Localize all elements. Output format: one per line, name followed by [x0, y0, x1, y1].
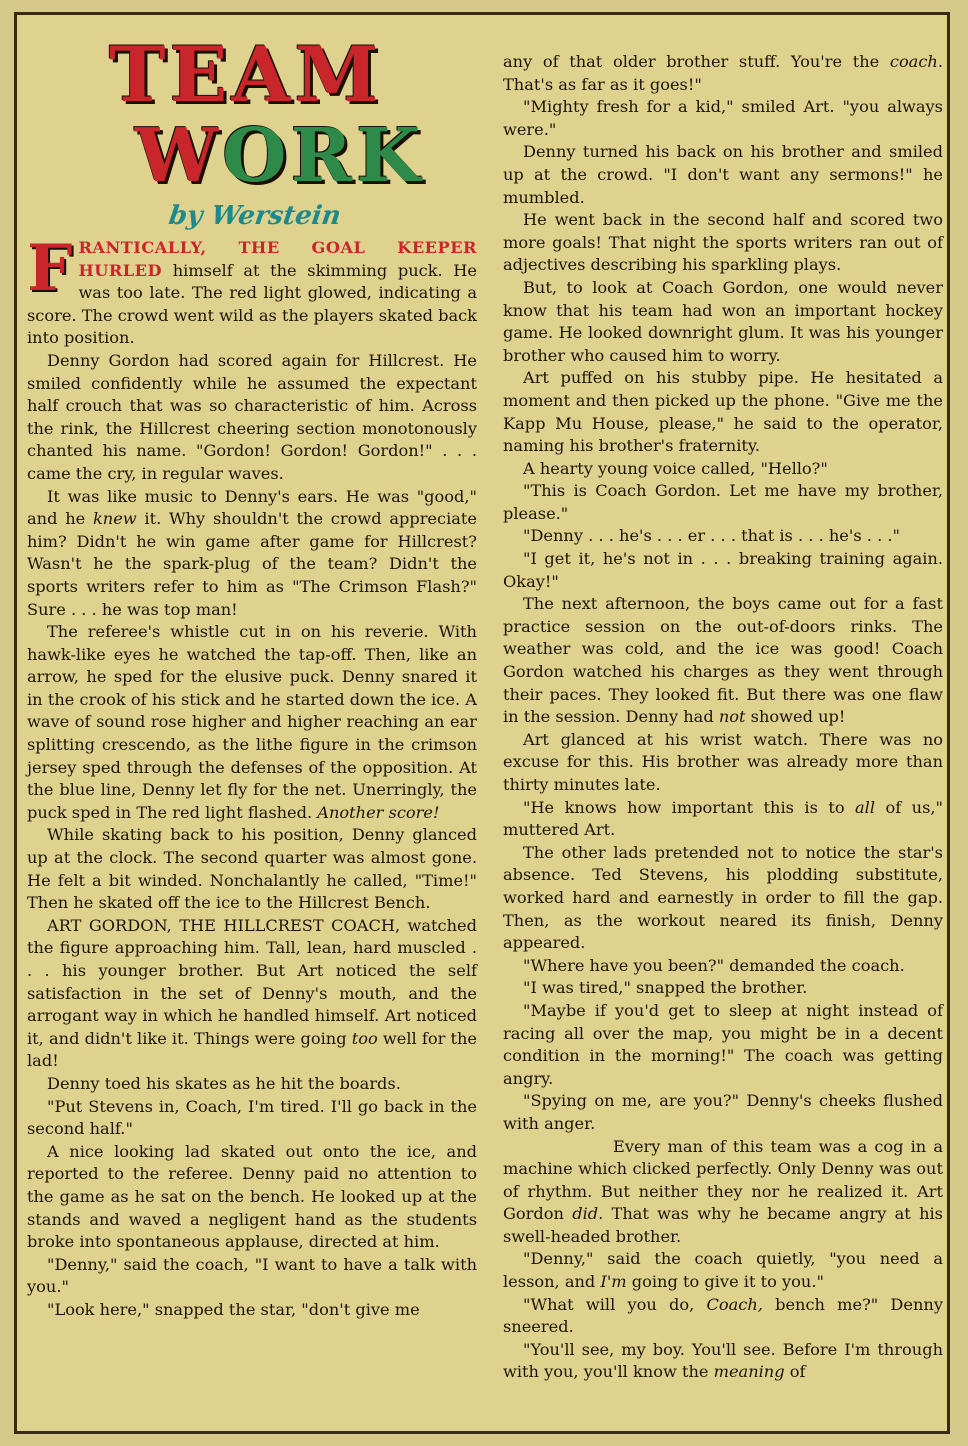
- paragraph: "This is Coach Gordon. Let me have my brother, please.": [503, 481, 943, 523]
- paragraph-text: . That's as far as it goes!": [503, 52, 943, 94]
- paragraph: Denny Gordon had scored again for Hillcrest. He smiled confidently while he assumed the expectant half crouch that was so characteristic of him. Across the rink, the Hillcrest cheering section monotonously chanted his name. "Gordon! Gordon! Gordon!" . . . came the cry, in regular waves.: [27, 350, 477, 483]
- paragraph: [503, 51, 943, 96]
- paragraph: A hearty young voice called, "Hello?": [523, 458, 828, 478]
- paragraph: "Denny," said the coach, "I want to have a talk with you.": [27, 1254, 477, 1297]
- paragraph-text: bench me?" Denny sneered.: [503, 1294, 943, 1337]
- paragraph-text: himself at the skimming puck. He was too late. The red light glowed, indicating a score. The crowd went wild as the players skated back into position.: [27, 260, 477, 348]
- paragraph: [503, 797, 943, 842]
- emphasis: knew: [92, 509, 137, 529]
- paragraph: [27, 486, 477, 622]
- emphasis: Coach,: [706, 1294, 763, 1314]
- paragraph-text: "Denny," said the coach quietly, "you need a lesson, and: [503, 1249, 943, 1292]
- paragraph-text: . That was why he became angry at his swell-headed brother.: [503, 1204, 943, 1246]
- right-column: [503, 51, 943, 1384]
- emphasis: coach: [889, 52, 938, 71]
- opening-paragraph: [27, 231, 477, 350]
- paragraph: [503, 1136, 943, 1249]
- paragraph: "I get it, he's not in . . . breaking training again. Okay!": [503, 549, 943, 591]
- emphasis: too: [351, 1028, 378, 1048]
- paragraph: [503, 1339, 943, 1384]
- paragraph: [503, 593, 943, 729]
- drop-cap: F: [27, 231, 73, 306]
- paragraph: [503, 1294, 943, 1339]
- paragraph: Art puffed on his stubby pipe. He hesitated a moment and then picked up the phone. "Give me the Kapp Mu House, please," he said to the operator, naming his brother's fraternity.: [503, 368, 943, 456]
- paragraph-text: of: [784, 1362, 806, 1382]
- lead-in: RANTICALLY, THE GOAL KEEPER HURLED: [78, 238, 477, 280]
- paragraph-text: going to give it to you.": [626, 1272, 824, 1292]
- paragraph: The other lads pretended not to notice the star's absence. Ted Stevens, his plodding substitute, worked hard and earnestly in order to fill the gap. Then, as the workout neared its finish, Denny appeared.: [503, 842, 943, 953]
- paragraph-text: "He knows how important this is to: [523, 797, 856, 817]
- paragraph: Denny toed his skates as he hit the boards.: [47, 1073, 401, 1093]
- paragraph: "Spying on me, are you?" Denny's cheeks flushed with anger.: [503, 1091, 943, 1133]
- paragraph: A nice looking lad skated out onto the ice, and reported to the referee. Denny paid no attention to the game as he sat on the bench. He looked up at the stands and waved a negligent hand as the students broke into spontaneous applause, directed at him.: [27, 1141, 477, 1252]
- paragraph-text: The next afternoon, the boys came out for a fast practice session on the out-of-doors rinks. The weather was cold, and the ice was good! Coach Gordon watched his charges as they went through their paces. They looked fit. But there was one flaw in the session. Denny had: [503, 594, 943, 727]
- left-column: [27, 231, 477, 1322]
- paragraph-text: ART GORDON, THE HILLCREST COACH, watched the figure approaching him. Tall, lean, hard muscled . . . his younger brother. But Art noticed the self satisfaction in the set of Denny's mouth, and the arrogant way in which he handled himself. Art noticed it, and didn't like it. Things were going: [27, 915, 477, 1048]
- paragraph-text: "You'll see, my boy. You'll see. Before I'm through with you, you'll know the: [503, 1339, 943, 1382]
- paragraph-text: of us," muttered Art.: [503, 797, 943, 840]
- byline: by Werstein: [166, 201, 343, 231]
- paragraph: "Denny . . . he's . . . er . . . that is . . . he's . . .": [523, 526, 900, 546]
- title-ork: ORK: [222, 113, 425, 199]
- paragraph: [27, 621, 477, 824]
- emphasis: did: [572, 1204, 599, 1224]
- paragraph: "I was tired," snapped the brother.: [523, 978, 808, 998]
- paragraph-text: It was like music to Denny's ears. He was "good," and he: [27, 486, 477, 529]
- paragraph: "Look here," snapped the star, "don't give me: [47, 1299, 420, 1319]
- paragraph: Art glanced at his wrist watch. There was no excuse for this. His brother was already more than thirty minutes late.: [503, 729, 943, 794]
- emphasis: meaning: [713, 1362, 785, 1382]
- emphasis: all: [855, 797, 876, 817]
- paragraph: But, to look at Coach Gordon, one would never know that his team had won an important hockey game. He looked downright glum. It was his younger brother who caused him to worry.: [503, 277, 943, 365]
- emphasis: not: [718, 707, 746, 727]
- emphasis: I'm: [600, 1272, 627, 1292]
- paragraph: "Maybe if you'd get to sleep at night instead of racing all over the map, you might be in a decent condition in the morning!" The coach was getting angry.: [503, 1000, 943, 1088]
- paragraph: "Mighty fresh for a kid," smiled Art. "you always were.": [503, 97, 943, 139]
- paragraph: [503, 1248, 943, 1293]
- paragraph-text: The referee's whistle cut in on his reverie. With hawk-like eyes he watched the tap-off. Then, like an arrow, he sped for the elusive puck. Denny snared it in the crook of his stick and he started down the ice. A wave of sound rose higher and higher reaching an ear splitting crescendo, as the lithe figure in the crimson jersey sped through the defenses of the opposition. At the blue line, Denny let fly for the net. Unerringly, the puck sped in The red light flashed.: [27, 622, 477, 822]
- title-w: W: [135, 113, 223, 199]
- paragraph: While skating back to his position, Denny glanced up at the clock. The second quarter was almost gone. He felt a bit winded. Nonchalantly he called, "Time!" Then he skated off the ice to the Hillcrest Bench.: [27, 825, 477, 913]
- paragraph-text: well for the lad!: [27, 1028, 477, 1071]
- paragraph-text: it. Why shouldn't the crowd appreciate him? Didn't he win game after game for Hillcrest? Wasn't he the spark-plug of the team? Didn't the sports writers refer to him as "The Crimson Flash?" Sure . . . he was top man!: [27, 509, 477, 619]
- title-line-1: TEAM: [109, 30, 383, 119]
- emphasis: Another score!: [317, 802, 440, 822]
- paragraph: [27, 915, 477, 1073]
- paragraph-text: "What will you do,: [523, 1294, 707, 1314]
- paragraph: He went back in the second half and scored two more goals! That night the sports writers ran out of adjectives describing his sparkling plays.: [503, 210, 943, 275]
- paragraph-text: showed up!: [745, 707, 846, 727]
- paragraph-text: any of that older brother stuff. You're the: [503, 52, 890, 71]
- paragraph-text: Every man of this team was a cog in a machine which clicked perfectly. Only Denny was out of rhythm. But neither they nor he realized it. Art Gordon: [503, 1136, 943, 1224]
- paragraph: Denny turned his back on his brother and smiled up at the crowd. "I don't want any sermons!" he mumbled.: [503, 142, 943, 207]
- title-line-2: [135, 113, 425, 199]
- story-page: [14, 12, 950, 1434]
- paragraph: "Put Stevens in, Coach, I'm tired. I'll go back in the second half.": [27, 1096, 477, 1139]
- paragraph: "Where have you been?" demanded the coach.: [523, 955, 905, 975]
